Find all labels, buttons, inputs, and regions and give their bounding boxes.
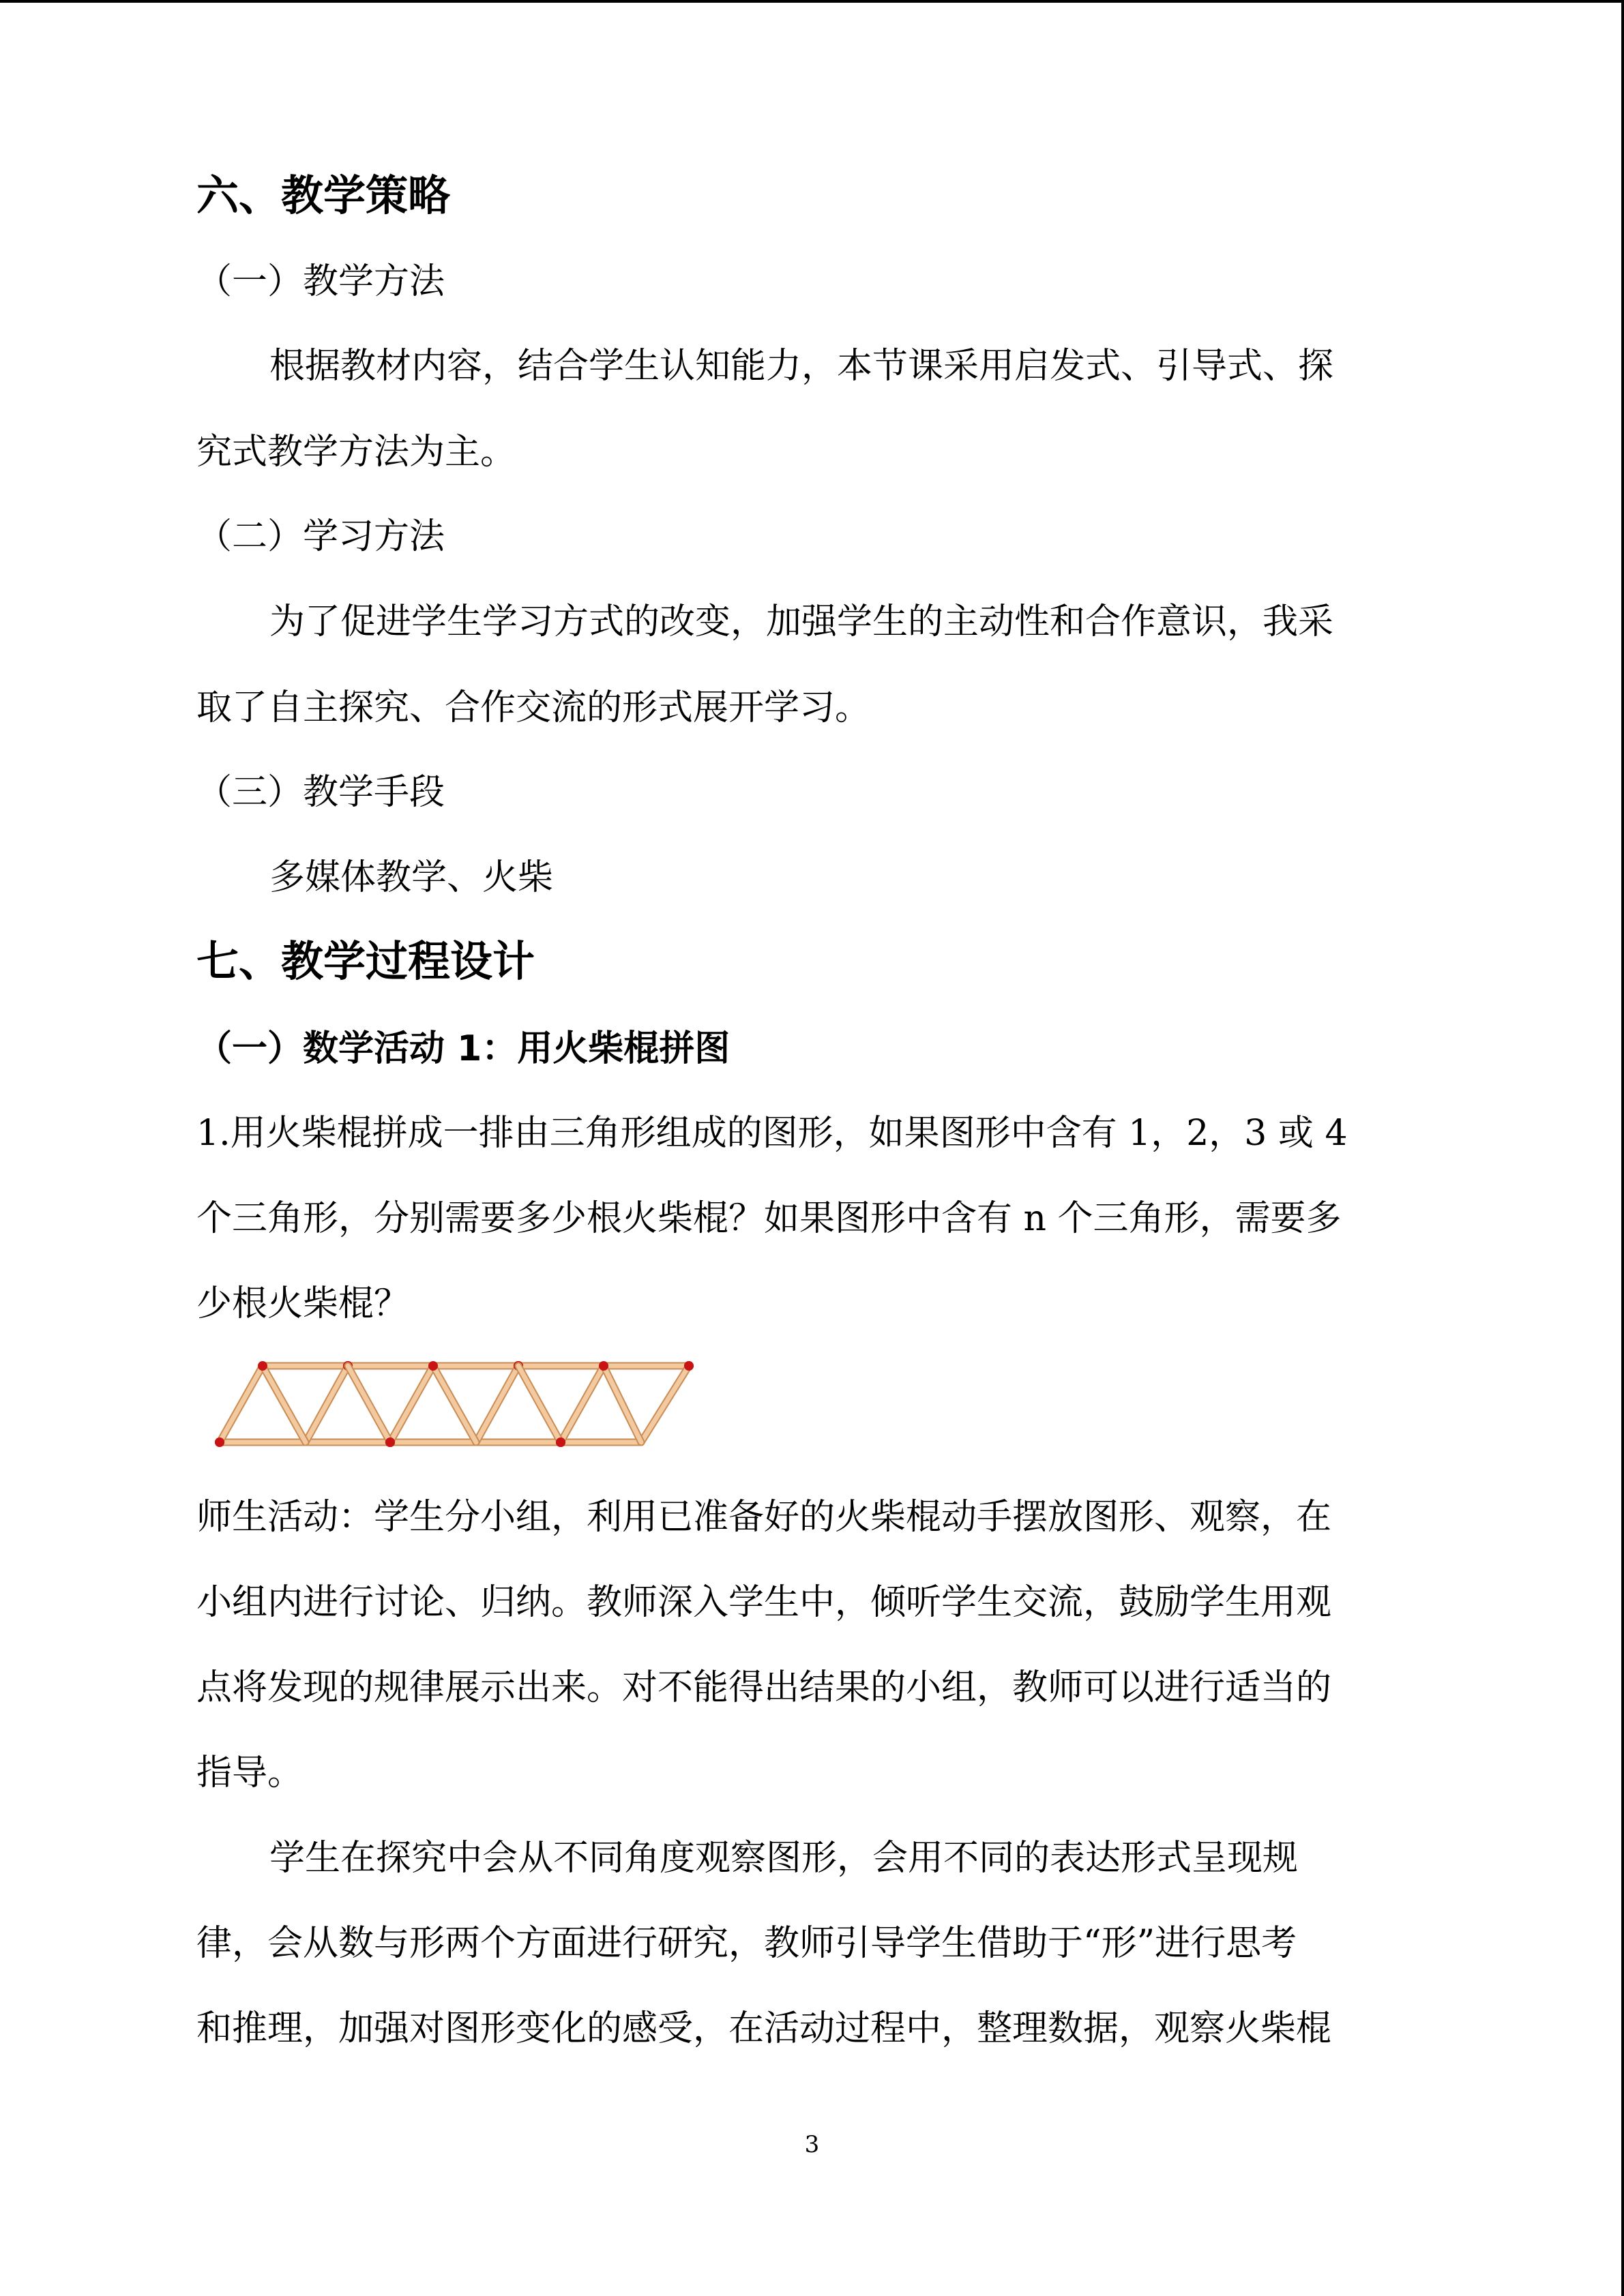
matchstick — [518, 1366, 561, 1442]
question-line3: 少根火柴棍？ — [196, 1283, 410, 1324]
matchstick — [390, 1366, 433, 1442]
matchstick-head — [556, 1437, 565, 1447]
matchstick — [433, 1366, 476, 1442]
sub3-text-line1: 多媒体教学、火柴 — [269, 857, 554, 898]
matchstick — [476, 1366, 518, 1442]
matchstick-head — [385, 1437, 395, 1447]
explore-text-line2: 律，会从数与形两个方面进行研究，教师引导学生借助于“形”进行思考 — [196, 1923, 1297, 1964]
sub1-text-line2: 究式教学方法为主。 — [196, 432, 516, 473]
matchstick-triangles-icon — [211, 1354, 703, 1456]
matchstick-head — [599, 1361, 608, 1371]
activity-text-line2: 小组内进行讨论、归纳。教师深入学生中，倾听学生交流，鼓励学生用观 — [196, 1582, 1332, 1623]
matchstick-head — [428, 1361, 438, 1371]
activity-text-line3: 点将发现的规律展示出来。对不能得出结果的小组，教师可以进行适当的 — [196, 1667, 1332, 1708]
matchstick — [348, 1366, 390, 1442]
top-border — [0, 0, 1624, 3]
section-7-title: 七、教学过程设计 — [196, 936, 535, 986]
activity-text-line1: 师生活动：学生分小组，利用已准备好的火柴棍动手摆放图形、观察，在 — [196, 1497, 1332, 1538]
sub1-text-line1: 根据教材内容，结合学生认知能力，本节课采用启发式、引导式、探 — [269, 346, 1334, 387]
matchstick — [604, 1366, 641, 1442]
matchstick-head — [215, 1437, 224, 1447]
sub2-text-line2: 取了自主探究、合作交流的形式展开学习。 — [196, 687, 871, 728]
question-line2: 个三角形，分别需要多少根火柴棍？如果图形中含有 n 个三角形，需要多 — [196, 1198, 1342, 1239]
matchstick — [263, 1366, 306, 1442]
sub3-heading: （三）教学手段 — [196, 772, 445, 813]
activity-text-line4: 指导。 — [196, 1753, 304, 1793]
sub1-heading: （一）教学方法 — [196, 261, 445, 302]
sub2-heading: （二）学习方法 — [196, 516, 445, 557]
matchstick-head — [258, 1361, 267, 1371]
section-6-title: 六、教学策略 — [196, 170, 451, 220]
matchstick — [220, 1366, 263, 1442]
matchstick-head — [684, 1361, 694, 1371]
explore-text-line3: 和推理，加强对图形变化的感受，在活动过程中，整理数据，观察火柴棍 — [196, 2008, 1332, 2049]
matchstick — [561, 1366, 604, 1442]
activity1-heading: （一）数学活动 1：用火柴棍拼图 — [196, 1028, 730, 1069]
sub2-text-line1: 为了促进学生学习方式的改变，加强学生的主动性和合作意识，我采 — [269, 601, 1334, 642]
right-border — [1621, 0, 1624, 2296]
matchstick — [641, 1366, 689, 1442]
explore-text-line1: 学生在探究中会从不同角度观察图形，会用不同的表达形式呈现规 — [269, 1838, 1299, 1879]
question-line1: 1.用火柴棍拼成一排由三角形组成的图形，如果图形中含有 1，2，3 或 4 — [196, 1113, 1348, 1154]
matchstick — [306, 1366, 348, 1442]
page-number: 3 — [804, 2131, 820, 2158]
matchstick-group — [215, 1361, 694, 1447]
